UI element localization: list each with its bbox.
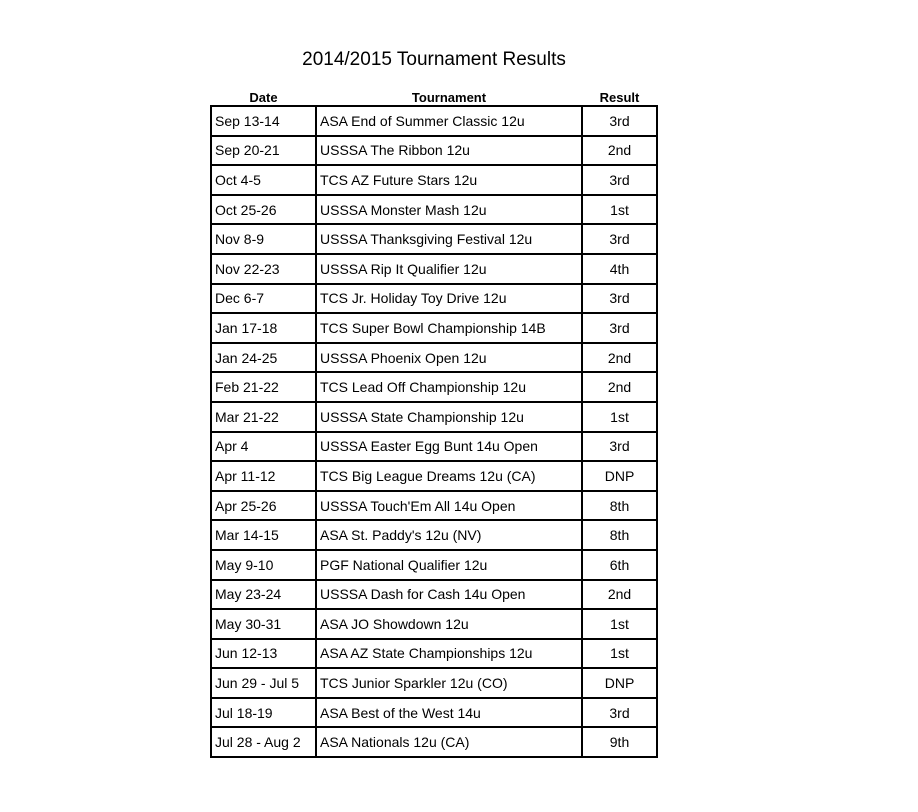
result-cell: 1st <box>582 639 657 669</box>
table-row <box>211 609 657 639</box>
tournament-cell: ASA St. Paddy's 12u (NV) <box>316 520 582 550</box>
table-row <box>211 639 657 669</box>
tournament-cell: PGF National Qualifier 12u <box>316 550 582 580</box>
tournament-column-header: Tournament <box>316 86 582 106</box>
tournament-cell: USSSA Monster Mash 12u <box>316 195 582 225</box>
table-row <box>211 284 657 314</box>
result-cell: 3rd <box>582 698 657 728</box>
date-cell: May 30-31 <box>211 609 316 639</box>
date-cell: Feb 21-22 <box>211 372 316 402</box>
date-cell: Dec 6-7 <box>211 284 316 314</box>
result-cell: 2nd <box>582 343 657 373</box>
tournament-cell: ASA Best of the West 14u <box>316 698 582 728</box>
tournament-cell: USSSA The Ribbon 12u <box>316 136 582 166</box>
result-cell: 2nd <box>582 136 657 166</box>
tournament-cell: ASA AZ State Championships 12u <box>316 639 582 669</box>
table-row <box>211 491 657 521</box>
table-row <box>211 195 657 225</box>
date-cell: Apr 25-26 <box>211 491 316 521</box>
tournament-cell: TCS Jr. Holiday Toy Drive 12u <box>316 284 582 314</box>
table-row <box>211 432 657 462</box>
table-header <box>211 86 657 106</box>
date-cell: Jun 12-13 <box>211 639 316 669</box>
date-cell: Mar 14-15 <box>211 520 316 550</box>
tournament-cell: USSSA Easter Egg Bunt 14u Open <box>316 432 582 462</box>
result-cell: 3rd <box>582 432 657 462</box>
table-row <box>211 727 657 757</box>
result-cell: 4th <box>582 254 657 284</box>
tournament-cell: TCS Lead Off Championship 12u <box>316 372 582 402</box>
table-row <box>211 313 657 343</box>
result-cell: 8th <box>582 491 657 521</box>
table-row <box>211 402 657 432</box>
tournament-cell: TCS AZ Future Stars 12u <box>316 165 582 195</box>
date-cell: Sep 20-21 <box>211 136 316 166</box>
tournament-cell: TCS Super Bowl Championship 14B <box>316 313 582 343</box>
table-row <box>211 254 657 284</box>
tournament-cell: USSSA Rip It Qualifier 12u <box>316 254 582 284</box>
table-row <box>211 580 657 610</box>
date-cell: Mar 21-22 <box>211 402 316 432</box>
table-row <box>211 372 657 402</box>
date-cell: Jul 18-19 <box>211 698 316 728</box>
date-cell: Jun 29 - Jul 5 <box>211 668 316 698</box>
header-row <box>211 86 657 106</box>
result-cell: DNP <box>582 668 657 698</box>
result-cell: 3rd <box>582 224 657 254</box>
tournament-cell: ASA End of Summer Classic 12u <box>316 106 582 136</box>
result-cell: 6th <box>582 550 657 580</box>
result-cell: 1st <box>582 402 657 432</box>
tournament-cell: TCS Big League Dreams 12u (CA) <box>316 461 582 491</box>
result-cell: 3rd <box>582 313 657 343</box>
date-column-header: Date <box>211 86 316 106</box>
table-row <box>211 461 657 491</box>
date-cell: May 9-10 <box>211 550 316 580</box>
date-cell: Apr 4 <box>211 432 316 462</box>
results-table <box>210 86 658 758</box>
result-cell: 3rd <box>582 106 657 136</box>
result-cell: 3rd <box>582 284 657 314</box>
date-cell: Oct 4-5 <box>211 165 316 195</box>
table-row <box>211 136 657 166</box>
date-cell: Nov 22-23 <box>211 254 316 284</box>
table-row <box>211 106 657 136</box>
tournament-cell: USSSA Touch'Em All 14u Open <box>316 491 582 521</box>
result-cell: 8th <box>582 520 657 550</box>
table-body <box>211 106 657 757</box>
result-cell: DNP <box>582 461 657 491</box>
table-row <box>211 343 657 373</box>
tournament-cell: ASA JO Showdown 12u <box>316 609 582 639</box>
date-cell: Apr 11-12 <box>211 461 316 491</box>
table-row <box>211 668 657 698</box>
result-cell: 3rd <box>582 165 657 195</box>
result-cell: 1st <box>582 195 657 225</box>
table-row <box>211 165 657 195</box>
tournament-cell: USSSA Dash for Cash 14u Open <box>316 580 582 610</box>
tournament-cell: TCS Junior Sparkler 12u (CO) <box>316 668 582 698</box>
date-cell: Jan 24-25 <box>211 343 316 373</box>
date-cell: Nov 8-9 <box>211 224 316 254</box>
result-column-header: Result <box>582 86 657 106</box>
table-row <box>211 698 657 728</box>
result-cell: 2nd <box>582 372 657 402</box>
result-cell: 9th <box>582 727 657 757</box>
page-title: 2014/2015 Tournament Results <box>302 48 566 70</box>
date-cell: Sep 13-14 <box>211 106 316 136</box>
table-row <box>211 224 657 254</box>
result-cell: 1st <box>582 609 657 639</box>
tournament-cell: USSSA Thanksgiving Festival 12u <box>316 224 582 254</box>
date-cell: May 23-24 <box>211 580 316 610</box>
date-cell: Oct 25-26 <box>211 195 316 225</box>
date-cell: Jul 28 - Aug 2 <box>211 727 316 757</box>
result-cell: 2nd <box>582 580 657 610</box>
tournament-cell: USSSA State Championship 12u <box>316 402 582 432</box>
table-row <box>211 520 657 550</box>
date-cell: Jan 17-18 <box>211 313 316 343</box>
tournament-cell: USSSA Phoenix Open 12u <box>316 343 582 373</box>
tournament-cell: ASA Nationals 12u (CA) <box>316 727 582 757</box>
table-row <box>211 550 657 580</box>
